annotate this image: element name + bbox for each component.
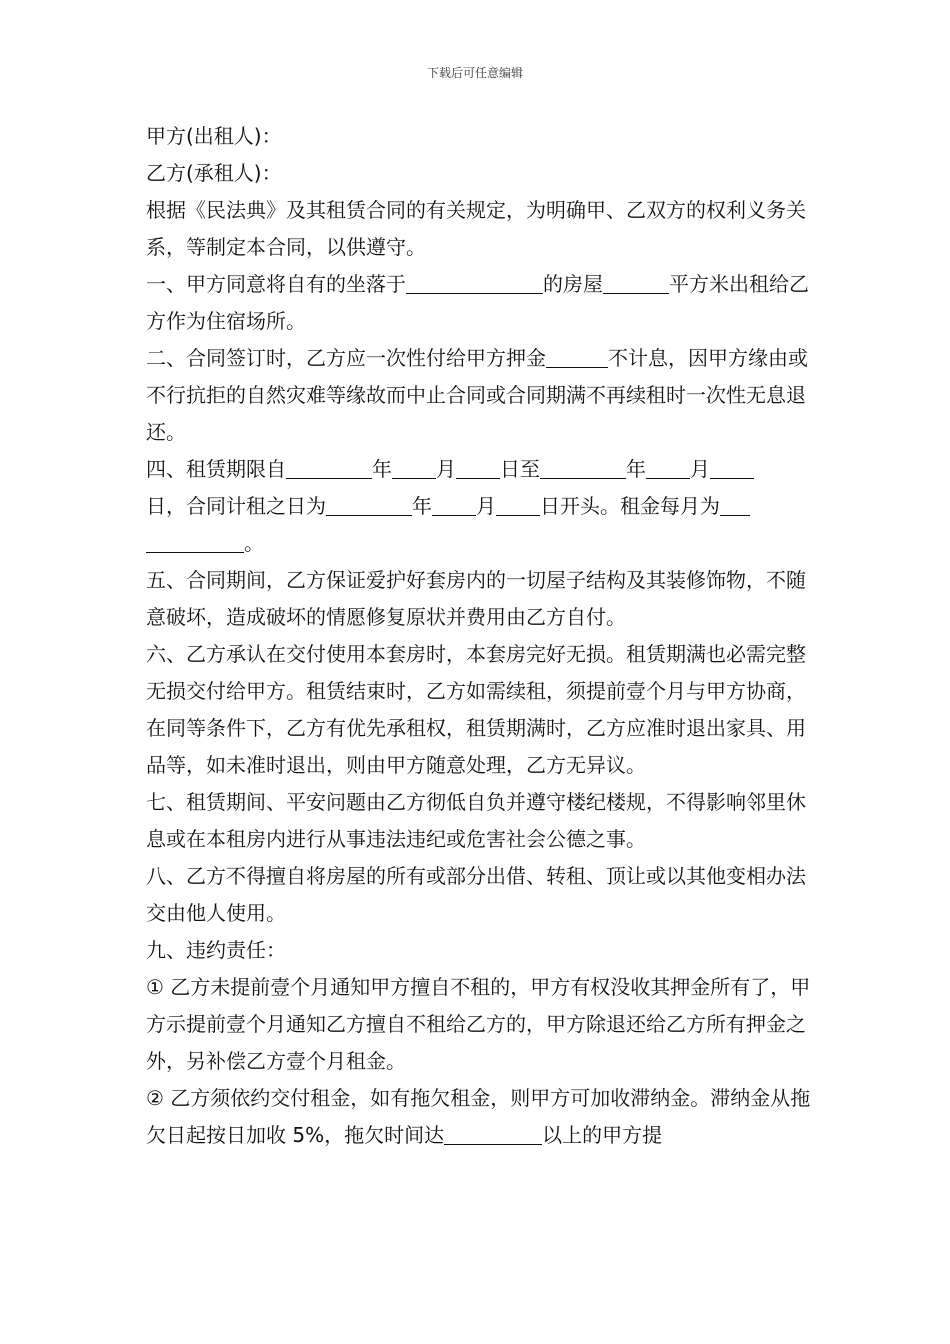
clause-4 xyxy=(146,451,814,562)
start-year-blank xyxy=(286,456,372,479)
clause-1-text-b: 的房屋 xyxy=(543,272,603,296)
overdue-period-blank xyxy=(444,1122,542,1145)
month-label: 月 xyxy=(476,494,496,518)
end-day-blank xyxy=(710,456,754,479)
monthly-rent-blank-a xyxy=(720,493,750,516)
intro-paragraph: 根据《民法典》及其租赁合同的有关规定，为明确甲、乙双方的权利义务关系，等制定本合同，以供遵守。 xyxy=(146,198,806,259)
month-label: 月 xyxy=(436,457,456,481)
location-blank xyxy=(406,271,543,294)
area-blank xyxy=(603,271,669,294)
party-b-line: 乙方(承租人)： xyxy=(146,161,282,185)
page-header: 下载后可任意编辑 xyxy=(426,66,523,80)
clause-1-text-c: 平方米出租给乙方作为住宿场所。 xyxy=(146,272,809,333)
clause-2-text-a: 二、合同签订时，乙方应一次性付给甲方押金 xyxy=(146,346,546,370)
day-start-label: 日开头。租金每月为 xyxy=(540,494,720,518)
clause-1 xyxy=(146,266,814,340)
rent-start-day-blank xyxy=(496,493,540,516)
party-a-line: 甲方(出租人)： xyxy=(146,124,282,148)
clause-2-text-b: 不计息，因甲方缘由或不行抗拒的自然灾难等缘故而中止合同或合同期满不再续租时一次性无息退还。 xyxy=(146,346,808,444)
start-month-blank xyxy=(392,456,436,479)
clause-7: 七、租赁期间、平安问题由乙方彻低自负并遵守楼纪楼规，不得影响邻里休息或在本租房内进行从事违法违纪或危害社会公德之事。 xyxy=(146,790,806,851)
end-month-blank xyxy=(646,456,690,479)
monthly-rent-blank-b xyxy=(146,530,244,553)
day-to-label: 日至 xyxy=(500,457,540,481)
clause-9-item-1: ① 乙方未提前壹个月通知甲方擅自不租的，甲方有权没收其押金所有了，甲方示提前壹个月通知乙方擅自不租给乙方的，甲方除退还给乙方所有押金之外，另补偿乙方壹个月租金。 xyxy=(146,975,811,1073)
clause-9-item-2-text-b: 以上的甲方提 xyxy=(542,1123,663,1147)
month-label: 月 xyxy=(690,457,710,481)
year-label: 年 xyxy=(412,494,432,518)
clause-5: 五、合同期间，乙方保证爱护好套房内的一切屋子结构及其装修饰物，不随意破坏，造成破坏的情愿修复原状并费用由乙方自付。 xyxy=(146,568,806,629)
clause-9-item-2 xyxy=(146,1080,814,1154)
clause-4-text-a: 四、租赁期限自 xyxy=(146,457,286,481)
contract-body xyxy=(146,118,814,1154)
day-line-label: 日，合同计租之日为 xyxy=(146,494,326,518)
end-year-blank xyxy=(540,456,626,479)
clause-2 xyxy=(146,340,814,451)
clause-9-item-2-text-a: ② 乙方须依约交付租金，如有拖欠租金，则甲方可加收滞纳金。滞纳金从拖欠日起按日加收 5%，拖欠时间达 xyxy=(146,1086,811,1147)
clause-9-title: 九、违约责任： xyxy=(146,938,286,962)
deposit-blank xyxy=(546,345,608,368)
year-label: 年 xyxy=(626,457,646,481)
start-day-blank xyxy=(456,456,500,479)
rent-start-month-blank xyxy=(432,493,476,516)
clause-4-end: 。 xyxy=(244,531,264,555)
year-label: 年 xyxy=(372,457,392,481)
clause-8: 八、乙方不得擅自将房屋的所有或部分出借、转租、顶让或以其他变相办法交由他人使用。 xyxy=(146,864,806,925)
rent-start-year-blank xyxy=(326,493,412,516)
clause-1-text-a: 一、甲方同意将自有的坐落于 xyxy=(146,272,406,296)
clause-6: 六、乙方承认在交付使用本套房时，本套房完好无损。租赁期满也必需完整无损交付给甲方。租赁结束时，乙方如需续租，须提前壹个月与甲方协商，在同等条件下，乙方有优先承租权，租赁期满时，乙方应准时退出家具、用品等，如未准时退出，则由甲方随意处理，乙方无异议。 xyxy=(146,642,806,777)
